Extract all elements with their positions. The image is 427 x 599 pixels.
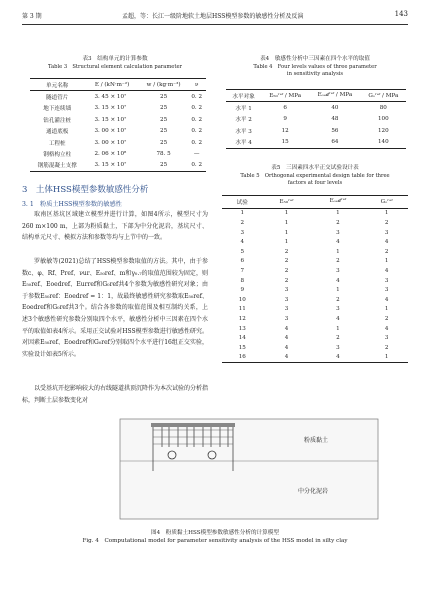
table5-row xyxy=(222,266,408,276)
figure4-caption-zh: 图4 粉质黏土HSS模型参数敏感性分析的计算模型 xyxy=(151,530,279,536)
table3-cell: 3. 00 × 10⁷ xyxy=(94,139,127,146)
table5-cell: 4 xyxy=(336,277,340,284)
table5-cell: 16 xyxy=(238,354,246,361)
table5-cell: 2 xyxy=(384,315,389,322)
table3-row xyxy=(30,91,206,103)
table5-cell: 5 xyxy=(240,248,245,255)
table5-cell: 1 xyxy=(384,258,389,265)
table4 xyxy=(226,89,406,149)
table5-cell: 1 xyxy=(240,210,245,217)
table4-cell: 水平 4 xyxy=(235,140,252,147)
table5 xyxy=(222,195,408,363)
label-silty-clay: 粉质黏土 xyxy=(304,437,329,444)
table3-cell: 25 xyxy=(160,162,168,169)
table5-cell: 1 xyxy=(284,229,289,236)
table5-cell: 4 xyxy=(240,239,245,246)
table3-row xyxy=(30,160,206,172)
table3-cell: 25 xyxy=(160,139,168,146)
section-heading: 3 土体HSS模型参数敏感性分析 xyxy=(22,185,149,195)
table5-header-row xyxy=(222,196,408,209)
table5-cell: 2 xyxy=(336,219,340,226)
table3-cell: 地下连续墙 xyxy=(43,106,72,113)
table5-cell: 4 xyxy=(384,267,389,274)
issue-number: 第 3 期 xyxy=(22,13,42,20)
table5-cell: 2 xyxy=(284,258,289,265)
subsection-heading: 3. 1 粉质土HSS模型参数的敏感性 xyxy=(22,201,122,208)
paragraph-1: 取南区基坑区域建立模型并进行计算，如图4所示，模型尺寸为260 m×100 m，上部为粉质黏土，下部为中分化泥岩，基坑尺寸、结构单元尺寸、模拟方法和参数等均与上节中的一致。 xyxy=(22,211,208,242)
page-header xyxy=(22,8,408,22)
table5-cell: 4 xyxy=(336,354,340,361)
header-divider xyxy=(22,24,408,25)
table5-cell: 2 xyxy=(384,248,389,255)
table5-cell: 1 xyxy=(336,248,340,255)
table3-cell: 隧道管片 xyxy=(46,95,69,102)
table5-caption-en: Table 5 Orthogonal experimental design table for three xyxy=(240,172,390,179)
table5-row xyxy=(222,247,408,257)
table5-cell: 4 xyxy=(384,296,389,303)
table3-header-row xyxy=(30,79,206,91)
table5-cell: 3 xyxy=(336,306,340,313)
table5-cell: 3 xyxy=(284,315,289,322)
table3-header-cell: 单元名称 xyxy=(46,82,69,89)
table5-cell: 2 xyxy=(284,267,289,274)
table3-header-cell: E / (kN·m⁻²) xyxy=(94,81,130,88)
table3-cell: 通道底板 xyxy=(46,129,69,136)
table5-header-cell: E₅₀ʳᵉᶠ xyxy=(279,198,294,205)
table4-cell: 140 xyxy=(377,139,389,146)
table5-cell: 4 xyxy=(384,325,389,332)
table4-cell: 48 xyxy=(331,116,339,123)
table3-cell: 工程桩 xyxy=(48,140,66,147)
table5-cell: 4 xyxy=(284,335,289,342)
table5-cell: 3 xyxy=(284,287,289,294)
table3-cell: 钢筋混凝土支撑 xyxy=(37,163,77,170)
table3-cell: 3. 00 × 10⁷ xyxy=(94,128,127,135)
table5-cell: 4 xyxy=(336,239,340,246)
table3-cell: 3. 15 × 10⁷ xyxy=(94,105,127,112)
table4-row xyxy=(226,125,406,136)
table3-header-cell: w / (kg·m⁻³) xyxy=(146,81,181,88)
table5-row xyxy=(222,208,408,218)
table3-cell: 钻孔灌注桩 xyxy=(43,117,72,124)
table5-cell: 2 xyxy=(384,219,389,226)
table5-row xyxy=(222,343,408,353)
table4-cell: 9 xyxy=(283,116,287,123)
table5-cell: 2 xyxy=(336,296,340,303)
table5-cell: 3 xyxy=(336,229,340,236)
table5-cell: 1 xyxy=(284,210,289,217)
table3-header-cell: ν xyxy=(195,81,199,88)
table5-row xyxy=(222,314,408,324)
table5-header-cell: 试验 xyxy=(236,199,248,206)
table4-row xyxy=(226,137,406,149)
table5-caption-en-line2: factors at four levels xyxy=(287,179,343,186)
table5-cell: 1 xyxy=(336,287,340,294)
table5-cell: 4 xyxy=(284,344,289,351)
table5-row xyxy=(222,285,408,295)
table4-cell: 80 xyxy=(379,105,387,112)
table5-cell: 3 xyxy=(384,335,389,342)
table4-header-cell: Gₒʳᵉᶠ / MPa xyxy=(368,92,399,99)
table5-header-cell: Gₒʳᵉᶠ xyxy=(380,198,393,205)
table5-cell: 4 xyxy=(284,325,289,332)
table3-cell: 0. 2 xyxy=(191,94,203,101)
running-title: 孟超，等：长江一级阶地软土地层HSS模型参数的敏感性分析及反演 xyxy=(122,13,304,20)
table3-cell: 0. 2 xyxy=(191,128,203,135)
table5-row xyxy=(222,305,408,315)
table5-cell: 3 xyxy=(384,229,389,236)
table5-row xyxy=(222,276,408,286)
table5-cell: 4 xyxy=(284,354,289,361)
figure4-caption xyxy=(22,530,408,545)
table3-cell: — xyxy=(193,150,200,157)
table4-header-cell: Eₒₑ𝒹ʳᵉᶠ / MPa xyxy=(317,92,353,99)
table4-caption-en-line2: in sensitivity analysis xyxy=(286,70,344,77)
table4-row xyxy=(226,114,406,125)
figure4-caption-en: Fig. 4 Computational model for parameter sensitivity analysis of the HSS model in silty clay xyxy=(82,537,348,544)
table5-row xyxy=(222,295,408,305)
paragraph-2: 罗敏敏等(2021)总结了HSS模型参数取值的方法。其中，由于参数c、φ、Rf、Pref、νur、E₅₀ref、m和γ₀.₇的取值范围较为固定，则E₅₀ref、Eoedref、Eurref和G₀ref共4个参数为敏感性研究对象；由于参数E₅₀ref：Eoedref = 1：1，故最终敏感性研究参数取E₅₀ref、Eoedref和G₀ref共3个。结合各参数的取值范围及相互制约关系，上述3个敏感性研究参数分别取四个水平，敏感性分析中三因素在四个水平的取值如表4所示。采用正交试验对HSS模型参数进行敏感性研究。对因素E₅₀ref、Eoedref和G₀ref分别取四个水平进行16组正交实验，实验设计如表5所示。 xyxy=(22,258,208,358)
table5-cell: 2 xyxy=(284,277,289,284)
table5-caption-zh: 表5 三因素四水平正交试验设计表 xyxy=(271,165,359,171)
table3-cell: 3. 45 × 10⁷ xyxy=(94,94,127,101)
table3-cell: 0. 2 xyxy=(191,139,203,146)
model-boundary xyxy=(120,419,378,519)
table5-cell: 6 xyxy=(240,258,245,265)
table5-cell: 1 xyxy=(384,306,389,313)
table5-row xyxy=(222,228,408,238)
table5-cell: 9 xyxy=(240,287,245,294)
table5-cell: 1 xyxy=(284,239,289,246)
paragraph-3: 以受基坑开挖影响较大的右线隧道拱顶沉降作为本次试验的分析指标，判断土层参数变化对 xyxy=(22,385,209,404)
table3-cell: 78. 5 xyxy=(156,150,171,157)
table4-cell: 40 xyxy=(331,105,339,112)
label-mudstone: 中分化泥岩 xyxy=(298,488,329,495)
table3-cell: 25 xyxy=(160,116,168,123)
table5-row xyxy=(222,324,408,334)
table5-cell: 13 xyxy=(238,325,246,332)
table5-row xyxy=(222,218,408,228)
table3-row xyxy=(30,126,206,137)
table3-row xyxy=(30,137,206,148)
figure4-model-svg xyxy=(22,415,408,523)
table4-header-row xyxy=(226,90,406,102)
table4-cell: 6 xyxy=(283,105,287,112)
table5-cell: 3 xyxy=(284,306,289,313)
table4-cell: 12 xyxy=(281,127,289,134)
table5-cell: 2 xyxy=(284,248,289,255)
table5-cell: 2 xyxy=(240,219,245,226)
table5-row xyxy=(222,237,408,247)
table3-row xyxy=(30,148,206,159)
table3-cell: 2. 06 × 10⁸ xyxy=(94,150,127,157)
table5-cell: 3 xyxy=(240,229,245,236)
table5-cell: 3 xyxy=(384,277,389,284)
table5-row xyxy=(222,333,408,343)
excavation-top xyxy=(151,423,235,427)
table3-cell: 0. 2 xyxy=(191,105,203,112)
table3-caption xyxy=(22,56,208,71)
table4-caption-en: Table 4 Four levels values of three parameter xyxy=(253,63,377,70)
page-number: 143 xyxy=(394,10,408,18)
table3-cell: 0. 2 xyxy=(191,116,203,123)
table3-cell: 0. 2 xyxy=(191,162,203,169)
table4-cell: 15 xyxy=(281,139,289,146)
figure4 xyxy=(22,415,408,523)
table5-cell: 2 xyxy=(336,258,340,265)
table5-cell: 14 xyxy=(238,335,246,342)
table4-caption xyxy=(222,56,408,78)
table5-cell: 2 xyxy=(384,344,389,351)
table4-cell: 水平 3 xyxy=(235,128,252,135)
table5-cell: 1 xyxy=(336,210,340,217)
table4-caption-zh: 表4 敏感性分析中三因素在四个水平的取值 xyxy=(260,56,370,62)
table5-cell: 3 xyxy=(336,267,340,274)
table5-row xyxy=(222,257,408,267)
table5-cell: 3 xyxy=(384,287,389,294)
table5-caption xyxy=(222,165,408,187)
table3-row xyxy=(30,114,206,125)
table5-cell: 2 xyxy=(336,335,340,342)
table5-cell: 4 xyxy=(384,239,389,246)
table5-cell: 12 xyxy=(238,315,246,322)
table5-cell: 1 xyxy=(284,219,289,226)
table4-cell: 水平 1 xyxy=(235,106,252,113)
table3-caption-en: Table 3 Structural element calculation parameter xyxy=(48,63,182,70)
table5-cell: 15 xyxy=(238,344,246,351)
table5-row xyxy=(222,353,408,363)
table3-cell: 3. 15 × 10⁷ xyxy=(94,162,127,169)
table5-cell: 1 xyxy=(384,354,389,361)
table3-cell: 25 xyxy=(160,94,168,101)
table3-cell: 25 xyxy=(160,105,168,112)
table5-cell: 3 xyxy=(284,296,289,303)
table4-cell: 100 xyxy=(377,116,389,123)
table4-cell: 64 xyxy=(331,139,339,146)
table5-cell: 8 xyxy=(240,277,245,284)
table4-cell: 水平 2 xyxy=(235,117,252,124)
table3-cell: 3. 15 × 10⁷ xyxy=(94,116,127,123)
table3-cell: 钢格构立柱 xyxy=(43,151,72,158)
table4-cell: 56 xyxy=(331,127,339,134)
table3-row xyxy=(30,103,206,114)
table3-caption-zh: 表3 结构单元的计算参数 xyxy=(82,56,148,62)
table4-header-cell: E₅₀ʳᵉᶠ / MPa xyxy=(269,92,302,99)
table4-cell: 120 xyxy=(377,127,389,134)
table5-cell: 3 xyxy=(336,344,340,351)
table3 xyxy=(30,78,206,172)
table5-cell: 1 xyxy=(336,325,340,332)
table5-cell: 7 xyxy=(240,267,245,274)
table5-cell: 10 xyxy=(238,296,246,303)
table5-header-cell: Eₒₑ𝒹ʳᵉᶠ xyxy=(329,198,347,205)
table5-cell: 11 xyxy=(238,306,246,313)
table4-header-cell: 水平对象 xyxy=(232,93,255,100)
table3-cell: 25 xyxy=(160,128,168,135)
table5-cell: 1 xyxy=(384,210,389,217)
table4-row xyxy=(226,102,406,114)
table5-cell: 4 xyxy=(336,315,340,322)
